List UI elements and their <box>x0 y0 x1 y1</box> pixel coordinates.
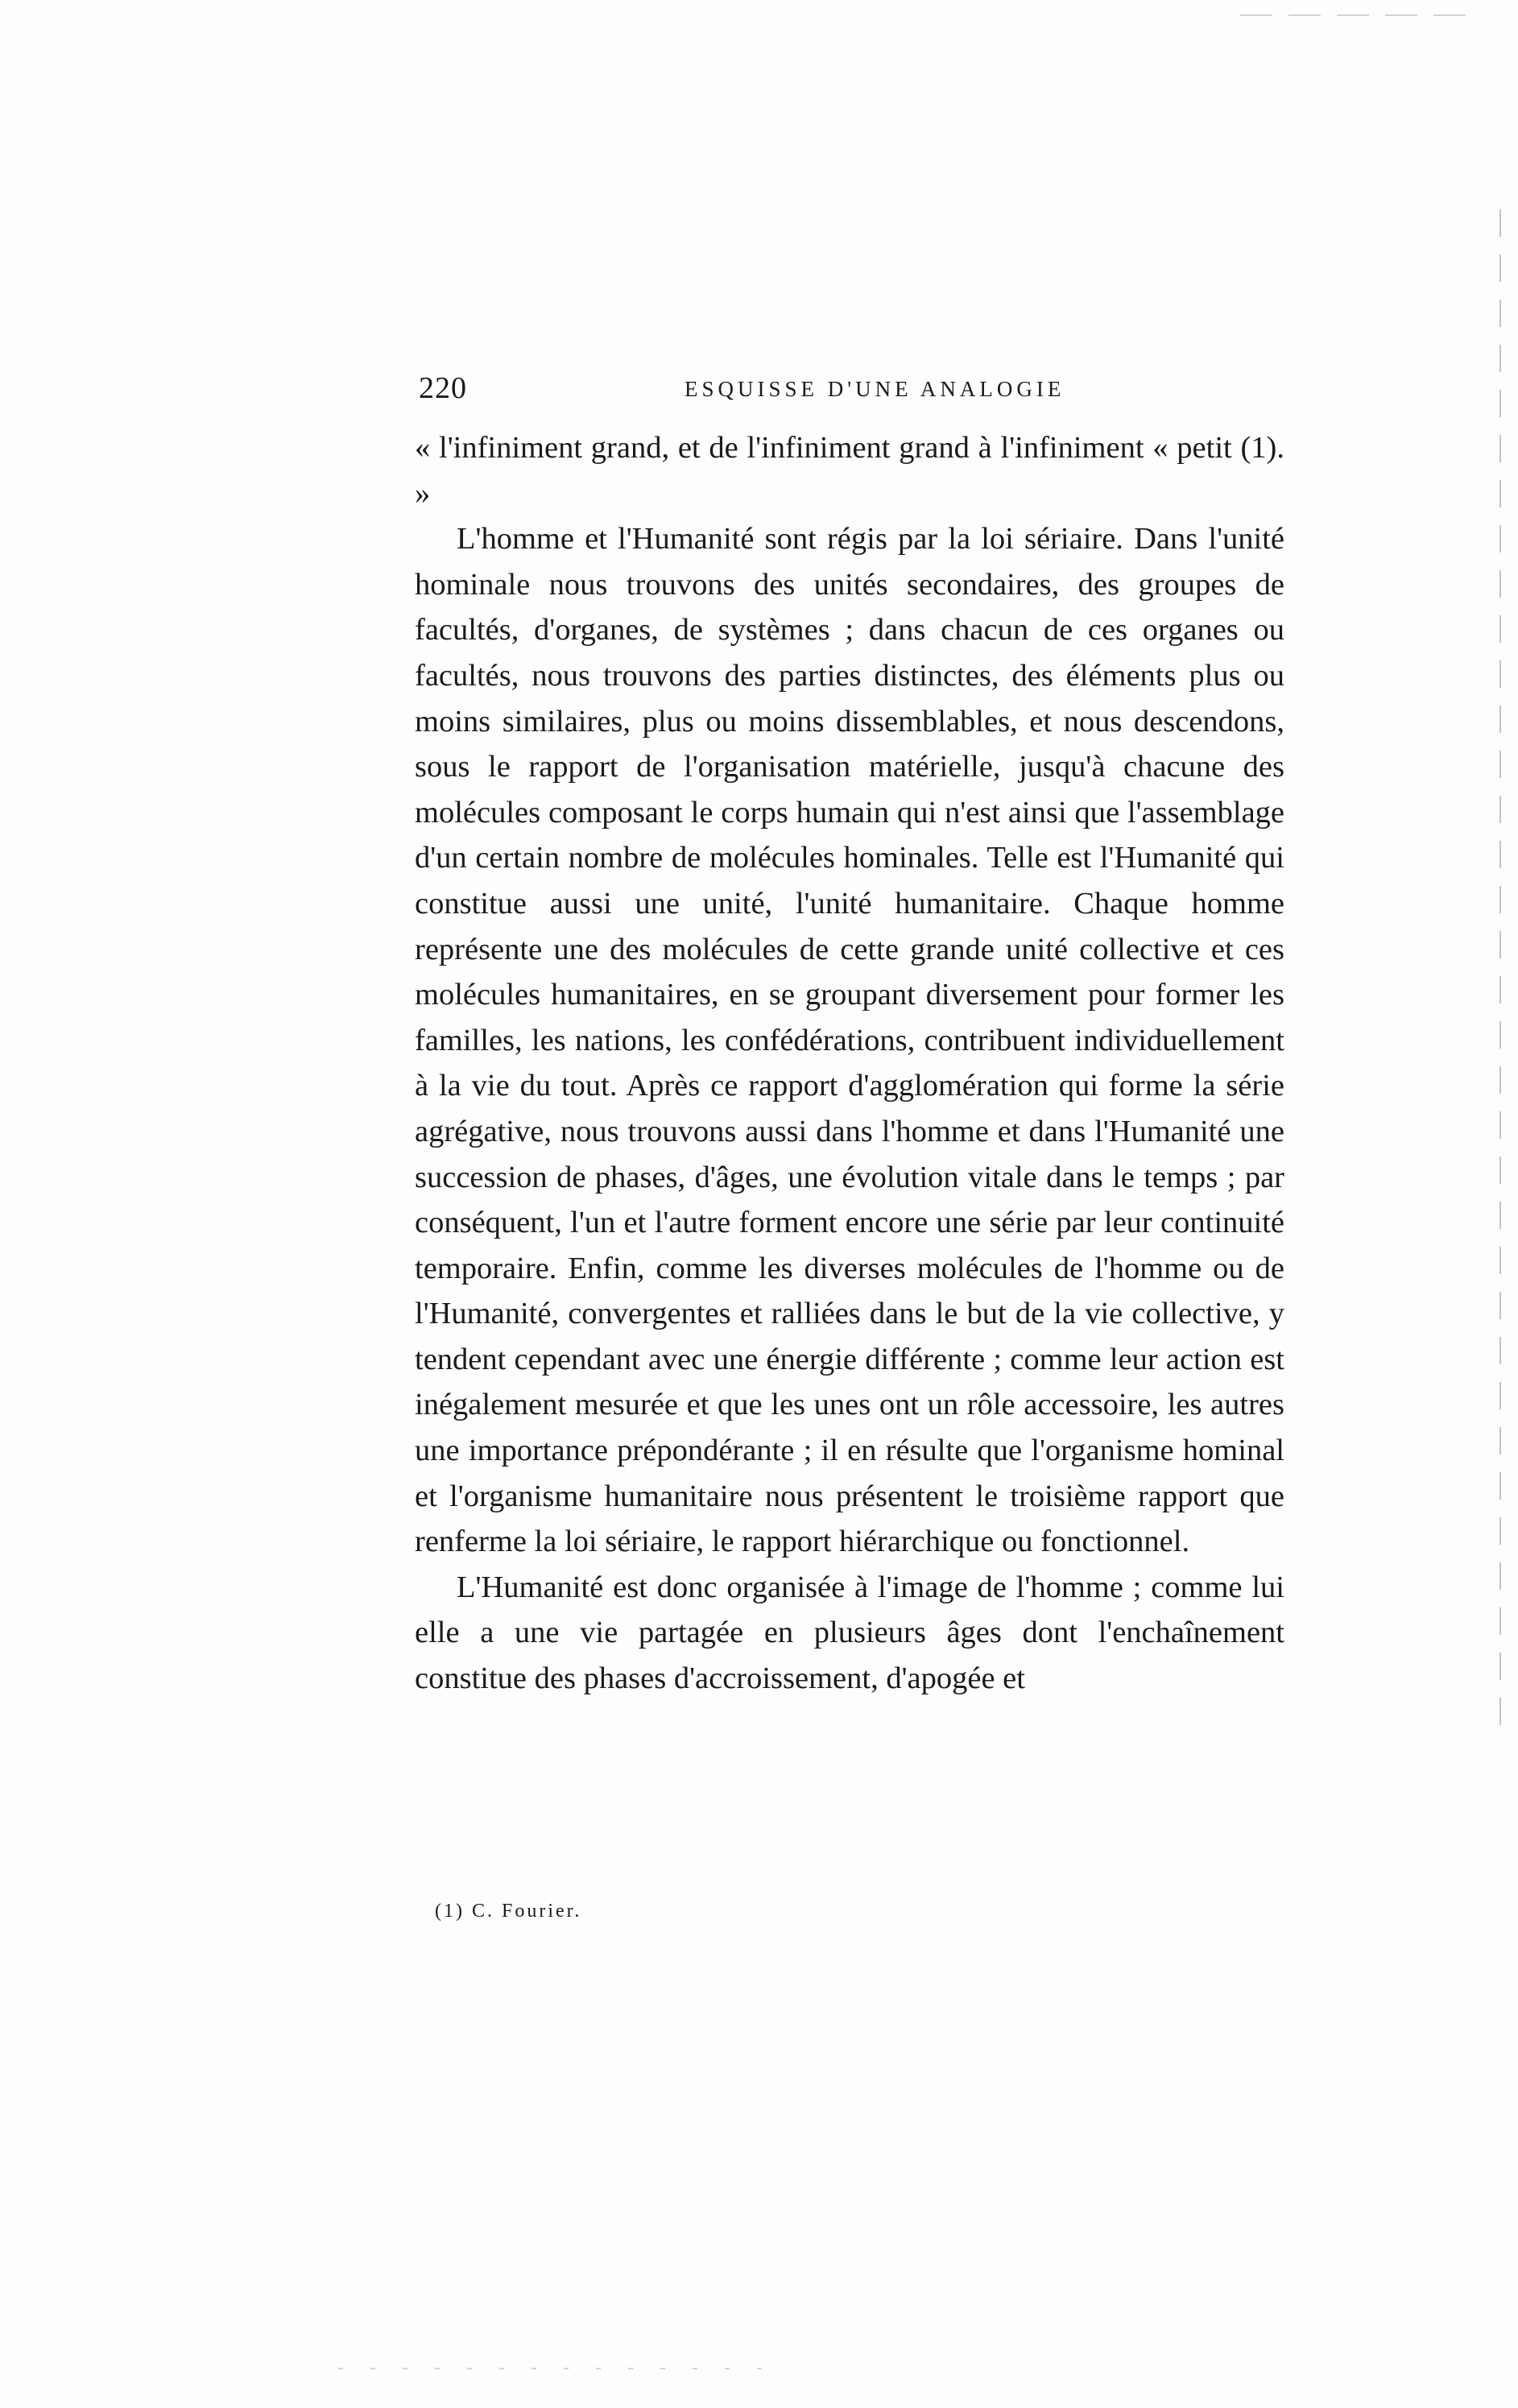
running-title: ESQUISSE D'UNE ANALOGIE <box>685 377 1065 401</box>
running-head <box>419 370 1305 411</box>
scan-edge-mark-top <box>1240 14 1482 16</box>
scan-edge-mark-right <box>1499 209 1501 1740</box>
footnote: (1) C. Fourier. <box>435 1901 582 1922</box>
page-number: 220 <box>419 371 467 405</box>
paragraph-continuation-quote: « l'infiniment grand, et de l'infiniment grand à l'infiniment « petit (1). » <box>415 431 1284 511</box>
body-text <box>415 425 1284 1702</box>
paragraph-serial-law: L'homme et l'Humanité sont régis par la loi sériaire. Dans l'unité hominale nous trouvons des unités secondaires, des groupes de facultés, d'organes, de systèmes ; dans chacun de ces organes ou facultés, nous trouvons des parties distinctes, des éléments plus ou moins similaires, plus ou moins dissemblables, et nous descendons, sous le rapport de l'organisation matérielle, jusqu'à chacune des molécules composant le corps humain qui n'est ainsi que l'assemblage d'un certain nombre de molécules hominales. Telle est l'Humanité qui constitue aussi une unité, l'unité humanitaire. Chaque homme représente une des molécules de cette grande unité collective et ces molécules humanitaires, en se groupant diversement pour former les familles, les nations, les confédérations, contribuent individuellement à la vie du tout. Après ce rapport d'agglomération qui forme la série agrégative, nous trouvons aussi dans l'homme et dans l'Humanité une succession de phases, d'âges, une évolution vitale dans le temps ; par conséquent, l'un et l'autre forment encore une série par leur continuité temporaire. Enfin, comme les diverses molécules de l'homme ou de l'Humanité, convergentes et ralliées dans le but de la vie collective, y tendent cependant avec une énergie différente ; comme leur action est inégalement mesurée et que les unes ont un rôle accessoire, les autres une importance prépondérante ; il en résulte que l'organisme hominal et l'organisme humanitaire nous présentent le troisième rapport que renferme la loi sériaire, le rapport hiérarchique ou fonctionnel. <box>415 522 1284 1559</box>
scan-edge-mark-bottom <box>338 2368 789 2369</box>
paragraph-humanity-organized: L'Humanité est donc organisée à l'image de l'homme ; comme lui elle a une vie partagée en plusieurs âges dont l'enchaînement constitue des phases d'accroissement, d'apogée et <box>415 1570 1284 1696</box>
